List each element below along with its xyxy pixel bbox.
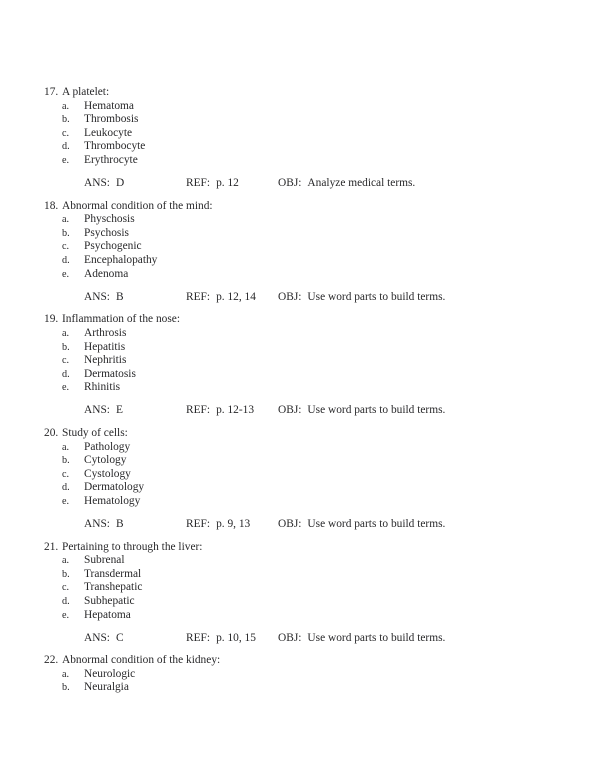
option-text: Thrombosis [84,113,139,126]
question-text: Abnormal condition of the kidney: [62,654,221,667]
option-row[interactable] [40,441,560,455]
answer-metadata-line [40,518,560,532]
option-letter: c. [62,582,70,594]
option-list [40,327,560,395]
option-text: Neurologic [84,667,136,680]
option-row[interactable] [40,381,560,395]
answer-value: B [115,518,124,531]
option-row[interactable] [40,481,560,495]
option-text: Encephalopathy [84,254,158,267]
question-block [40,654,560,695]
objective-value: Analyze medical terms. [307,177,416,190]
answer-value: C [115,631,124,644]
option-row[interactable] [40,213,560,227]
reference-value: p. 12, 14 [216,290,256,303]
question-number: 21. [44,540,59,553]
question-stem-line [40,654,560,668]
option-row[interactable] [40,554,560,568]
reference-value: p. 9, 13 [216,518,251,531]
option-row[interactable] [40,127,560,141]
option-row[interactable] [40,240,560,254]
option-text: Thrombocyte [84,140,146,153]
question-block [40,313,560,418]
option-letter: a. [62,100,70,112]
answer-value: D [115,177,125,190]
question-block [40,200,560,305]
question-number: 20. [44,426,59,439]
question-block [40,86,560,191]
answer-metadata-line [40,632,560,646]
option-text: Dermatology [84,481,145,494]
answer-field [84,404,186,418]
objective-field [278,404,560,418]
option-text: Leukocyte [84,126,133,139]
option-letter: d. [62,255,70,267]
reference-field [186,291,278,305]
option-text: Psychosis [84,226,129,239]
reference-label: REF: [186,631,211,644]
answer-field [84,177,186,191]
option-text: Dermatosis [84,367,136,380]
option-text: Arthrosis [84,326,127,339]
option-text: Hepatoma [84,608,131,621]
reference-label: REF: [186,290,211,303]
answer-label: ANS: [84,404,110,417]
option-row[interactable] [40,100,560,114]
question-list [40,86,560,695]
reference-field [186,177,278,191]
option-text: Adenoma [84,267,129,280]
option-letter: c. [62,355,70,367]
answer-metadata-line [40,177,560,191]
answer-label: ANS: [84,290,110,303]
option-letter: b. [62,341,70,353]
answer-field [84,518,186,532]
option-letter: a. [62,441,70,453]
option-row[interactable] [40,468,560,482]
objective-value: Use word parts to build terms. [307,290,446,303]
question-number: 19. [44,313,59,326]
option-text: Psychogenic [84,240,142,253]
objective-label: OBJ: [278,404,302,417]
answer-metadata-line [40,404,560,418]
option-row[interactable] [40,154,560,168]
question-text: Abnormal condition of the mind: [62,199,213,212]
option-text: Physchosis [84,213,135,226]
option-text: Cytology [84,454,127,467]
question-text: Inflammation of the nose: [62,313,180,326]
question-number: 22. [44,654,59,667]
option-row[interactable] [40,354,560,368]
option-list [40,554,560,622]
objective-label: OBJ: [278,177,302,190]
option-row[interactable] [40,113,560,127]
option-list [40,668,560,695]
question-block [40,541,560,646]
option-letter: d. [62,596,70,607]
option-row[interactable] [40,581,560,595]
reference-value: p. 10, 15 [216,631,256,644]
option-list [40,441,560,509]
option-letter: b. [62,455,70,467]
option-letter: d. [62,368,70,380]
option-row[interactable] [40,368,560,382]
option-text: Rhinitis [84,381,121,394]
reference-label: REF: [186,177,211,190]
option-letter: b. [62,568,70,580]
option-letter: c. [62,468,70,480]
reference-value: p. 12-13 [216,404,255,417]
option-row[interactable] [40,327,560,341]
reference-value: p. 12 [216,177,239,190]
option-letter: e. [62,154,70,166]
option-row[interactable] [40,568,560,582]
option-letter: a. [62,668,70,680]
option-row[interactable] [40,140,560,154]
answer-field [84,291,186,305]
question-text: Study of cells: [62,426,128,439]
option-letter: b. [62,682,70,694]
option-letter: e. [62,268,70,280]
option-letter: a. [62,555,70,567]
answer-value: E [115,404,123,417]
option-row[interactable] [40,609,560,623]
option-text: Hepatitis [84,340,126,353]
question-text: A platelet: [62,86,110,98]
option-letter: d. [62,482,70,494]
option-row[interactable] [40,268,560,282]
objective-value: Use word parts to build terms. [307,518,446,531]
objective-label: OBJ: [278,290,302,303]
option-letter: b. [62,227,70,239]
objective-field [278,632,560,646]
reference-field [186,632,278,646]
answer-metadata-line [40,291,560,305]
option-text: Pathology [84,440,131,453]
option-row[interactable] [40,227,560,241]
question-text: Pertaining to through the liver: [62,540,203,553]
answer-label: ANS: [84,631,110,644]
objective-label: OBJ: [278,518,302,531]
answer-label: ANS: [84,518,110,531]
option-text: Hematology [84,494,141,507]
option-list [40,100,560,168]
option-text: Subrenal [84,554,125,567]
option-text: Erythrocyte [84,153,138,166]
question-block [40,427,560,532]
objective-field [278,177,560,191]
reference-field [186,518,278,532]
reference-label: REF: [186,518,211,531]
option-letter: a. [62,327,70,339]
answer-value: B [115,290,124,303]
option-row[interactable] [40,668,560,682]
option-letter: e. [62,382,70,394]
option-text: Nephritis [84,354,127,367]
option-row[interactable] [40,495,560,509]
option-row[interactable] [40,341,560,355]
option-letter: d. [62,141,70,153]
question-stem-line [40,200,560,214]
objective-field [278,518,560,532]
option-text: Transhepatic [84,581,143,594]
question-stem-line [40,541,560,555]
option-row[interactable] [40,681,560,695]
option-list [40,213,560,281]
option-text: Cystology [84,467,131,480]
question-stem-line [40,313,560,327]
option-letter: b. [62,114,70,126]
question-number: 18. [44,199,59,212]
option-letter: e. [62,495,70,507]
option-text: Neuralgia [84,681,129,694]
answer-field [84,632,186,646]
option-letter: a. [62,214,70,226]
answer-label: ANS: [84,177,110,190]
option-row[interactable] [40,595,560,609]
question-stem-line [40,427,560,441]
question-stem-line [40,86,560,100]
objective-label: OBJ: [278,631,302,644]
option-row[interactable] [40,254,560,268]
objective-value: Use word parts to build terms. [307,404,446,417]
option-text: Transdermal [84,567,142,580]
objective-value: Use word parts to build terms. [307,631,446,644]
reference-label: REF: [186,404,211,417]
option-text: Hematoma [84,99,134,112]
reference-field [186,404,278,418]
option-letter: c. [62,127,70,139]
question-number: 17. [44,86,59,98]
objective-field [278,291,560,305]
option-text: Subhepatic [84,595,135,607]
option-row[interactable] [40,454,560,468]
option-letter: c. [62,241,70,253]
option-letter: e. [62,609,70,621]
